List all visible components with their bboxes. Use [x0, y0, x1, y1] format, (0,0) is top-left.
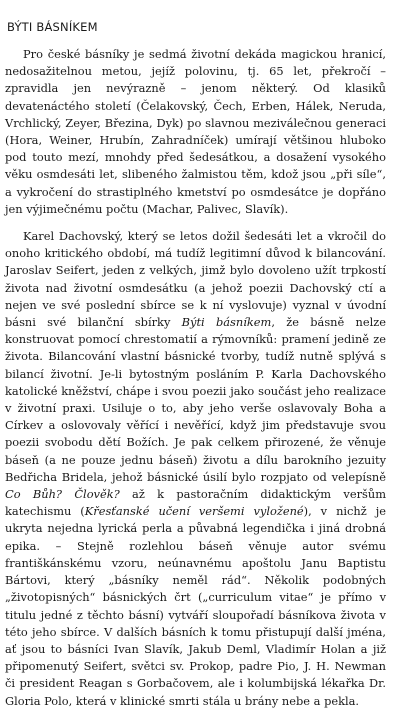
paragraph-text: ), v nichž je ukryta nejedna lyrická perla a půvabná legendička i jiná drobná epika. – Stejně rozlehlou báseň věnuje autor svému františkánskému vzoru, neúnavnému apoštolu Janu Baptistu Bártovi, který „básníky neměl rád“. Několik podobných „životopisných“ básnických črt („curriculum vitae“ je přímo v titulu jedné z těchto básní) vytváří sloupořadí básníkova života v této jeho sbírce. V dalších básních k tomu přistupují další jména, ať jsou to básníci Ivan Slavík, Jakub Deml, Vladimír Holan a již připomenutý Seifert, světci sv. Prokop, padre Pio, J. H. Newman či president Reagan s Gorbačovem, ale i kolumbijská lékařka Dr. Gloria Polo, která v klinické smrti stála u brány nebe a pekla.	[5, 504, 386, 708]
paragraph-text: , že básně nelze konstruovat pomocí chrestomatií a rýmovníků: pramení jedině ze života. Bilancování vlastní básnické tvorby, tudíž nutně splývá s bilancí životní. Je-li bytostným posláním P. Karla Dachovského katolické kněžství, chápe i svou poezii jako součást jeho realizace v životní praxi. Usiluje o to, aby jeho verše oslavovaly Boha a Církev a oslovovaly věřící i nevěřící, když jim představuje svou poezii svobodu dětí Božích. Je pak celkem přirozené, že věnuje báseň (a ne pouze jednu báseň) životu a dílu barokního jezuity Bedřicha Bridela, jehož básnické úsilí bylo rozpjato od velepísně	[5, 315, 386, 484]
work-title-co-buh: Co Bůh? Člověk?	[5, 487, 120, 502]
paragraph-text: Pro české básníky je sedmá životní dekáda magickou hranicí, nedosažitelnou metou, jejíž polovinu, tj. 65 let, překročí – zpravidla jen nevýrazně – jenom některý. Od klasiků devatenáctého století (Čelakovský, Čech, Erben, Hálek, Neruda, Vrchlický, Zeyer, Březina, Dyk) po slavnou meziválečnou generaci (Hora, Weiner, Hrubín, Zahradníček) umírají většinou hluboko pod touto mezí, mnohdy před šedesátkou, a dosažení vysokého věku osmdesáti let, slibeného žalmistou těm, kdož jsou „při síle“, a vykročení do strastiplného kmetství po osmdesátce je dopřáno jen výjimečnému počtu (Machar, Palivec, Slavík).	[5, 47, 386, 216]
document-page	[5, 20, 386, 710]
page-title: BÝTI BÁSNÍKEM	[7, 20, 98, 34]
paragraph-2	[5, 228, 386, 710]
paragraph-text: Karel Dachovský, který se letos dožil šedesáti let a vkročil do onoho kritického období, má tudíž legitimní důvod k bilancování. Jaroslav Seifert, jeden z velkých, jimž bylo dovoleno užít trpkostí života nad životní osmdesátku (a jehož poezii Dachovský ctí a nejen ve své poslední sbírce se k ní vyslovuje) vyznal v úvodní básni své bilanční sbírky	[5, 229, 386, 330]
paragraph-text: až k pastoračním didaktickým veršům katechismu (	[5, 487, 386, 519]
book-title-byti-basnikem: Býti básníkem	[181, 315, 272, 330]
paragraph-1	[5, 46, 386, 218]
work-title-krestanske-uceni: Křesťanské učení veršemi vyložené	[84, 504, 304, 519]
